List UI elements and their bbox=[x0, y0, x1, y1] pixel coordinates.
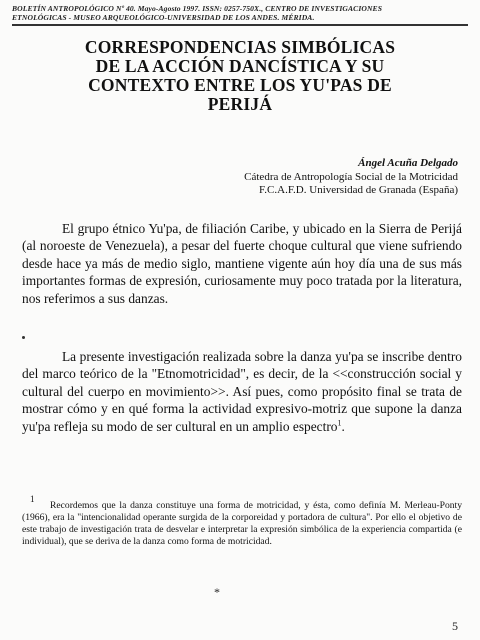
author-name: Ángel Acuña Delgado bbox=[358, 157, 458, 169]
title-line-2: DE LA ACCIÓN DANCÍSTICA Y SU bbox=[95, 56, 385, 76]
author-affiliation-2: F.C.A.F.D. Universidad de Granada (España) bbox=[259, 184, 458, 196]
asterisk-ornament: * bbox=[214, 585, 220, 599]
title-line-4: PERIJÁ bbox=[207, 94, 273, 114]
scan-dot bbox=[22, 336, 25, 339]
journal-header bbox=[12, 4, 468, 22]
body-paragraph-2-text: La presente investigación realizada sobre la danza yu'pa se inscribe dentro del marco teórico de la "Etnomotricidad", es decir, de la <<construcción social y cultural del cuerpo en movimiento>>. Así pues, como propósito final se trata de mostrar cómo y en qué forma la actividad expresivo-motriz que supone la danza yu'pa refleja su modo de ser cultural en un amplio espectro bbox=[22, 349, 462, 434]
body-paragraph-2 bbox=[22, 348, 462, 435]
body-paragraph-2-end: . bbox=[341, 418, 345, 434]
header-divider bbox=[12, 24, 468, 26]
author-affiliation-1: Cátedra de Antropología Social de la Motricidad bbox=[244, 170, 458, 183]
article-title bbox=[40, 38, 440, 114]
title-line-3: CONTEXTO ENTRE LOS YU'PAS DE bbox=[88, 75, 392, 95]
body-paragraph-1: El grupo étnico Yu'pa, de filiación Caribe, y ubicado en la Sierra de Perijá (al noroeste de Venezuela), a pesar del fuerte choque cultural que viene sufriendo desde hace ya más de medio siglo, mantiene vigente aún hoy día una de sus más importantes formas de expresión, curiosamente muy poco tratada por la literatura, nos referimos a sus danzas. bbox=[22, 221, 462, 306]
author-block bbox=[244, 157, 458, 198]
footnote-mark: 1 bbox=[30, 494, 35, 504]
journal-header-line-1: BOLETÍN ANTROPOLÓGICO Nº 40. Mayo-Agosto 1997. ISSN: 0257-750X., CENTRO DE INVESTIGACIONES bbox=[12, 4, 383, 13]
footnote-text: Recordemos que la danza constituye una forma de motricidad, y ésta, como definía M. Merleau-Ponty (1966), era la "intencionalidad operante surgida de la corporeidad y portadora de cultura". Por ello el objetivo de este trabajo de investigación trata de desvelar e interpretar la expresión simbólica de la experiencia compartida (e individual), que se deriva de la danza como forma de motricidad. bbox=[22, 500, 462, 547]
page-number: 5 bbox=[452, 619, 458, 633]
footnote-reference[interactable]: 1 bbox=[337, 418, 342, 428]
journal-header-line-2: ETNOLÓGICAS - MUSEO ARQUEOLÓGICO-UNIVERSIDAD DE LOS ANDES. MÉRIDA. bbox=[12, 13, 315, 22]
title-line-1: CORRESPONDENCIAS SIMBÓLICAS bbox=[84, 37, 396, 57]
